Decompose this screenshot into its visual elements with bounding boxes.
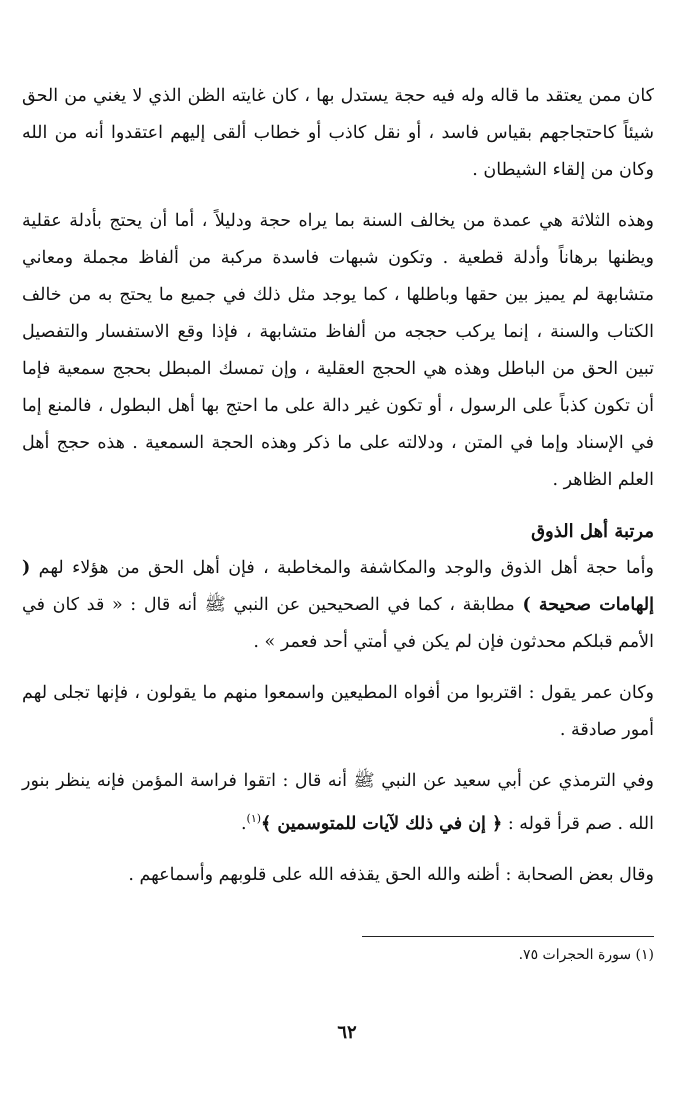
paragraph-1: كان ممن يعتقد ما قاله وله فيه حجة يستدل بها ، كان غايته الظن الذي لا يغني من الحق شيئاً كاحتجاجهم بقياس فاسد ، أو نقل كاذب أو خطاب ألقى إليهم اعتقدوا أنه من الله وكان من إلقاء الشيطان . — [22, 86, 654, 180]
paragraph-4: وكان عمر يقول : اقتربوا من أفواه المطيعين واسمعوا منهم ما يقولون ، فإنها تجلى لهم أمور صادقة . — [22, 683, 654, 740]
footnote-divider — [362, 936, 654, 937]
page-body — [22, 78, 654, 894]
footnote-ref: (١) — [246, 812, 262, 825]
paragraph-5 — [22, 763, 654, 843]
footnote: (١) سورة الحجرات ٧٥. — [518, 947, 654, 963]
paragraph-3-text-a: وأما حجة أهل الذوق والوجد والمكاشفة والمخاطبة ، فإن أهل الحق من هؤلاء لهم — [38, 558, 654, 578]
paragraph-2: وهذه الثلاثة هي عمدة من يخالف السنة بما يراه حجة ودليلاً ، أما أن يحتج بأدلة عقلية ويظنها برهاناً وأدلة قطعية . وتكون شبهات فاسدة مركبة من ألفاظ مجملة ومعاني متشابهة لم يميز بين حقها وباطلها ، كما يوجد مثل ذلك في جميع ما يحتج به من خالف الكتاب والسنة ، إنما يركب حججه من ألفاظ متشابهة ، فإذا وقع الاستفسار والتفصيل تبين الحق من الباطل وهذه هي الحجج العقلية ، وإن تمسك المبطل بحجج سمعية فإما أن تكون كذباً على الرسول ، أو تكون غير دالة على ما احتج بها أهل البطول ، فالمنع إما في الإسناد وإما في المتن ، ودلالته على ما ذكر وهذه الحجة السمعية . هذه حجج أهل العلم الظاهر . — [22, 211, 654, 490]
section-heading: مرتبة أهل الذوق — [531, 521, 654, 542]
paragraph-6: وقال بعض الصحابة : أظنه والله الحق يقذفه الله على قلوبهم وأسماعهم . — [128, 864, 654, 885]
paragraph-5-text-a: وفي الترمذي عن أبي سعيد عن النبي ﷺ أنه قال : اتقوا فراسة المؤمن فإنه ينظر بنور الله . صم قرأ قوله : — [22, 771, 654, 834]
paragraph-3 — [22, 550, 654, 661]
paragraph-3-text-b: مطابقة ، كما في الصحيحين عن النبي ﷺ أنه قال : « قد كان في الأمم قبلكم محدثون فإن لم يكن في أمتي أحد فعمر » . — [22, 595, 654, 652]
paragraph-5-end: . — [240, 813, 247, 834]
paragraph-3-bold: ( إلهامات صحيحة ) — [22, 558, 654, 615]
page-number: ٦٢ — [337, 1022, 357, 1043]
quran-verse: ﴿ إن في ذلك لآيات للمتوسمين ﴾ — [261, 813, 503, 834]
